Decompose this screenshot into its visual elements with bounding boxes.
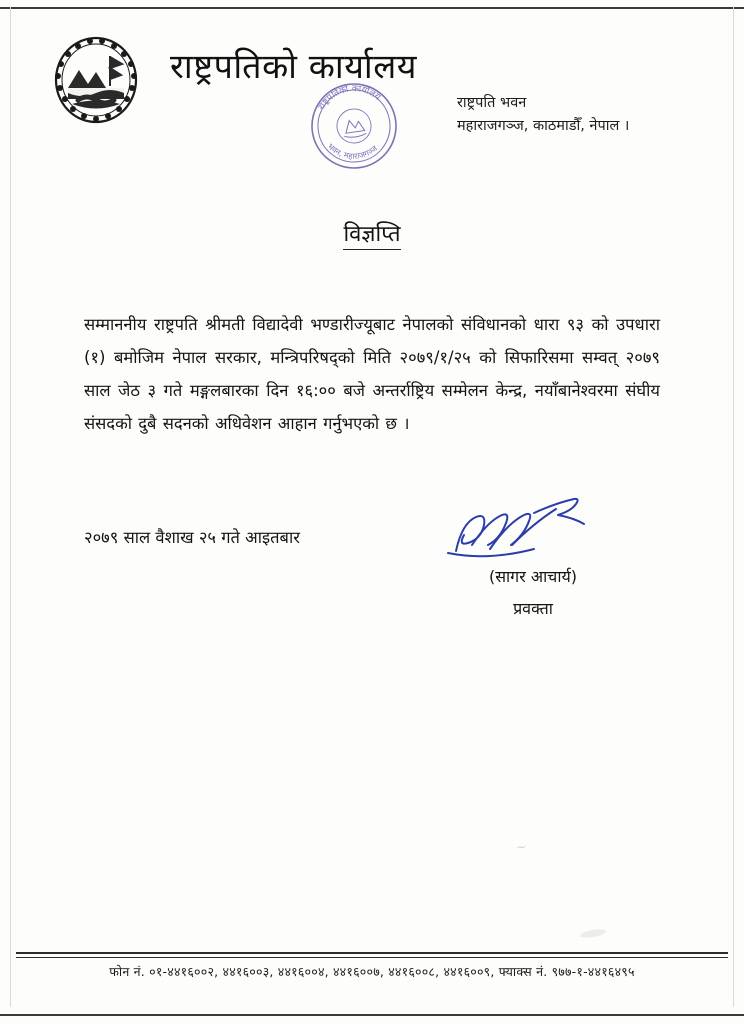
organization-title: राष्ट्रपतिको कार्यालय: [170, 47, 418, 87]
page-left-border: [10, 7, 11, 1007]
signatory-role: प्रवक्ता: [513, 599, 553, 618]
scan-artifact-smudge: [580, 928, 607, 939]
nepal-national-emblem-icon: [48, 30, 144, 126]
footer-contact-line: फोन नं. ०१-४४१६००२, ४४१६००३, ४४१६००४, ४४१६००७, ४४१६००८, ४४१६००९, फ्याक्स नं. ९७७-१-४४१६४९५: [109, 964, 635, 979]
document-date: २०७९ साल वैशाख २५ गते आइतबार: [84, 528, 300, 547]
signatory-name: (सागर आचार्य): [488, 567, 578, 586]
footer-divider-bottom: [16, 957, 728, 958]
address-line-2: महाराजगञ्ज, काठमाडौँ, नेपाल ।: [457, 118, 630, 135]
svg-text:भवन, महाराजगञ्ज: भवन, महाराजगञ्ज: [325, 141, 380, 161]
svg-text:राष्ट्रपतिको कार्यालय: राष्ट्रपतिको कार्यालय: [316, 84, 383, 112]
footer-divider-top: [16, 952, 728, 954]
letterhead: [0, 22, 744, 161]
scan-artifact-mark: ~: [515, 839, 527, 855]
page-bottom-border: [0, 1014, 744, 1016]
address-line-1: राष्ट्रपति भवन: [457, 95, 527, 111]
document-body-paragraph: सम्माननीय राष्ट्रपति श्रीमती विद्यादेवी भण्डारीज्यूबाट नेपालको संविधानको धारा ९३ को उपधारा (१) बमोजिम नेपाल सरकार, मन्त्रिपरिषद्को मिति २०७९/१/२५ को सिफारिसमा सम्वत् २०७९ साल जेठ ३ गते मङ्गलबारका दिन १६:०० बजे अन्तर्राष्ट्रिय सम्मेलन केन्द्र, नयाँबानेश्वरमा संघीय संसदको दुबै सदनको अधिवेशन आहान गर्नुभएको छ ।: [84, 315, 660, 433]
page-top-border: [0, 7, 744, 9]
document-heading: [0, 218, 744, 248]
handwritten-signature-icon: [418, 495, 648, 569]
office-address: [457, 92, 702, 138]
page-right-border: [733, 7, 734, 1007]
office-round-stamp-icon: [288, 80, 420, 172]
signature-block: [418, 495, 648, 619]
document-heading-text: विज्ञप्ति: [343, 222, 400, 250]
